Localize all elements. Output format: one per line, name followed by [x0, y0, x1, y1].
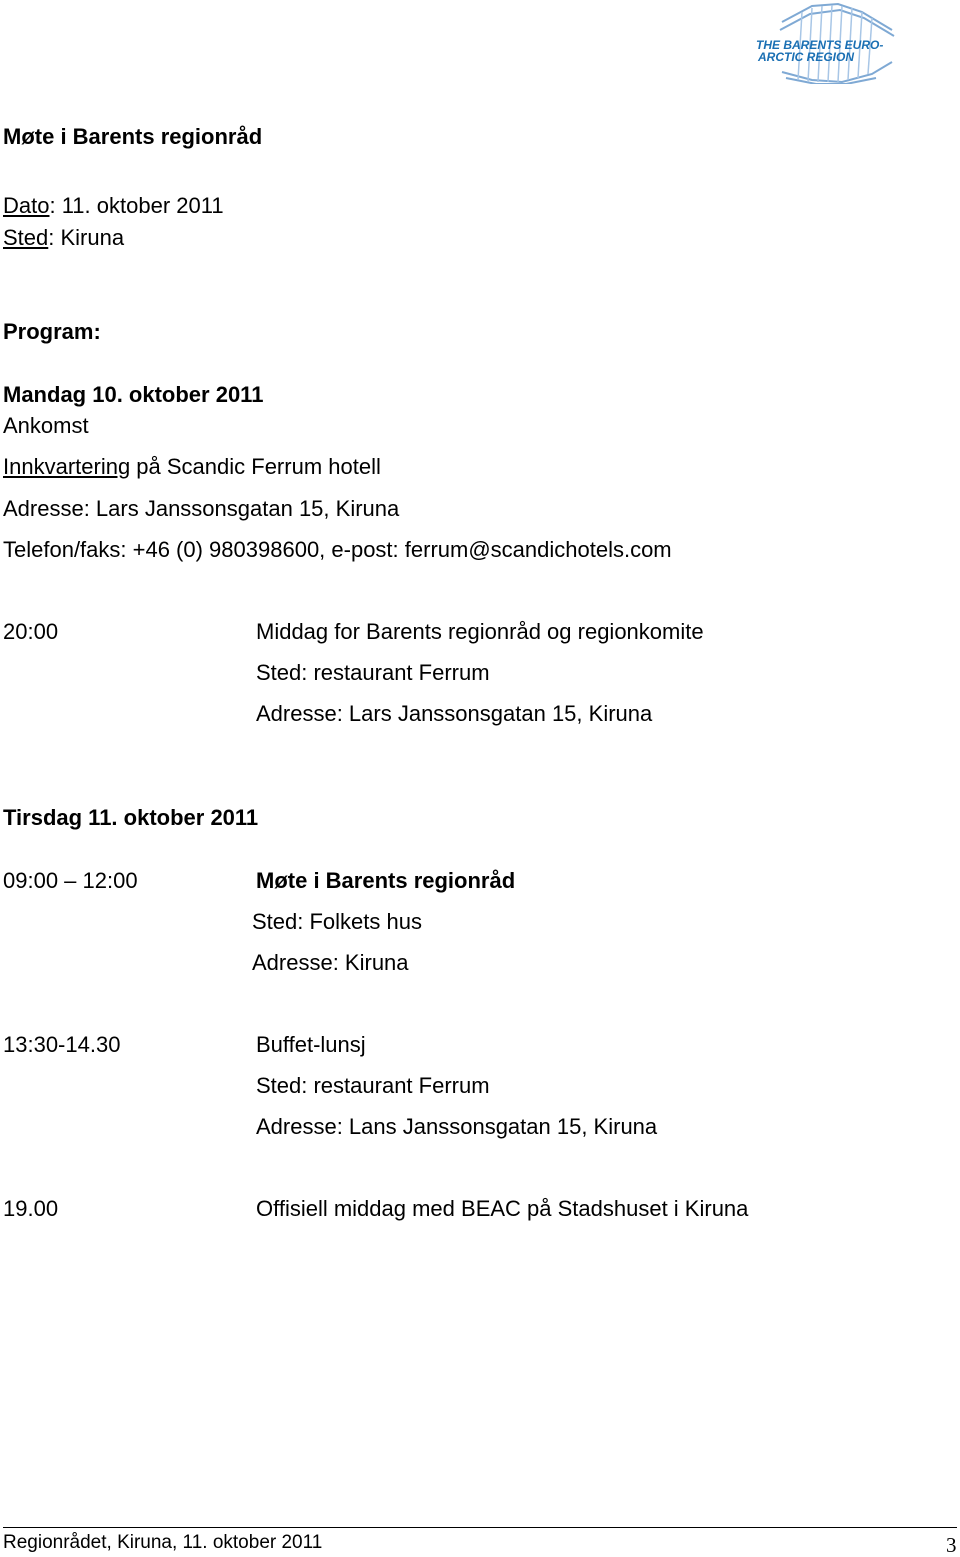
event-address: Adresse: Lans Janssonsgatan 15, Kiruna — [256, 1114, 658, 1139]
event-place: Sted: restaurant Ferrum — [256, 1073, 490, 1098]
barents-logo — [742, 2, 902, 84]
program-heading: Program: — [3, 319, 101, 344]
logo-line2: ARCTIC REGION — [758, 50, 854, 64]
sted-label: Sted — [3, 225, 49, 250]
dato-label: Dato — [3, 193, 50, 218]
dato-value: : 11. oktober 2011 — [49, 193, 224, 218]
monday-heading: Mandag 10. oktober 2011 — [3, 382, 264, 407]
event-title: Buffet-lunsj — [256, 1032, 366, 1057]
innkvartering-label: Innkvartering — [3, 454, 131, 479]
event-title: Møte i Barents regionråd — [256, 868, 516, 893]
innkvartering-rest: på Scandic Ferrum hotell — [130, 454, 381, 479]
footer-text: Regionrådet, Kiruna, 11. oktober 2011 — [3, 1532, 323, 1553]
event-time: 13:30-14.30 — [3, 1032, 121, 1057]
event-address: Adresse: Lars Janssonsgatan 15, Kiruna — [256, 701, 653, 726]
logo-line1: THE BARENTS EURO- — [756, 38, 884, 52]
event-time: 19.00 — [3, 1196, 59, 1221]
event-place: Sted: restaurant Ferrum — [256, 660, 490, 685]
event-time: 09:00 – 12:00 — [3, 868, 138, 893]
event-time: 20:00 — [3, 619, 59, 644]
ankomst: Ankomst — [3, 413, 89, 438]
sted-line — [3, 225, 124, 251]
dato-line — [3, 193, 224, 219]
hotel-address: Adresse: Lars Janssonsgatan 15, Kiruna — [3, 496, 400, 521]
footer-divider — [3, 1527, 957, 1528]
event-title: Middag for Barents regionråd og regionkomite — [256, 619, 704, 644]
event-address: Adresse: Kiruna — [252, 950, 409, 975]
event-place: Sted: Folkets hus — [252, 909, 422, 934]
hotel-contact: Telefon/faks: +46 (0) 980398600, e-post: ferrum@scandichotels.com — [3, 537, 672, 562]
page-title: Møte i Barents regionråd — [3, 124, 263, 149]
tuesday-heading: Tirsdag 11. oktober 2011 — [3, 805, 259, 830]
innkvartering-line — [3, 454, 381, 480]
sted-value: : Kiruna — [48, 225, 125, 250]
page-number: 3 — [946, 1533, 957, 1557]
event-title: Offisiell middag med BEAC på Stadshuset i Kiruna — [256, 1196, 749, 1221]
